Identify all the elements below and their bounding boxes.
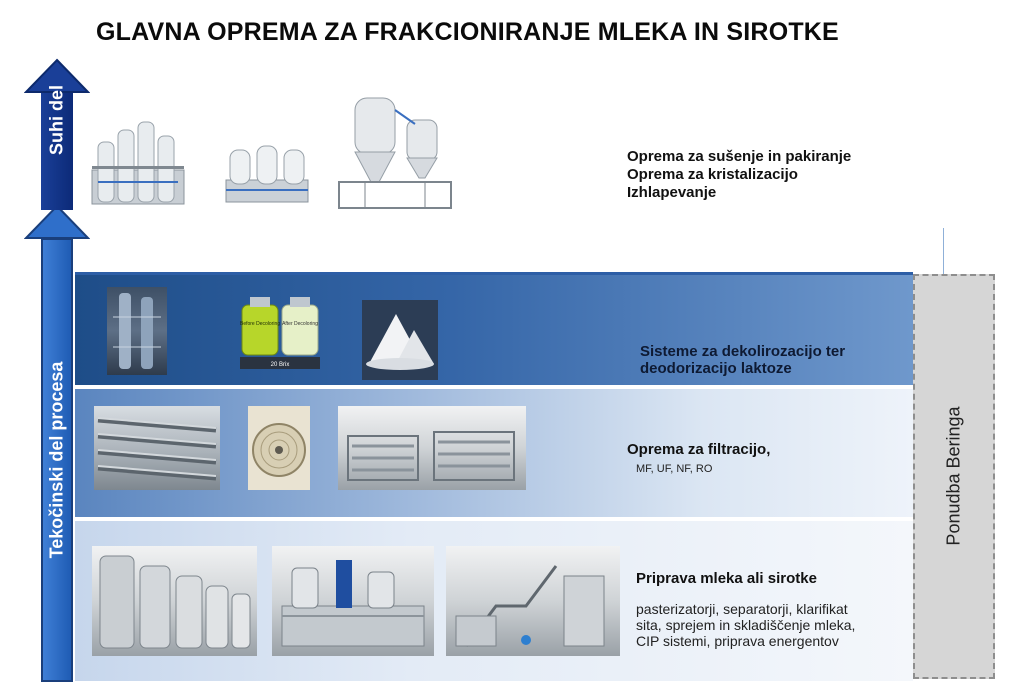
membrane-modules-image [94, 406, 220, 490]
preparation-line-2: sita, sprejem in skladiščenje mleka, [636, 617, 856, 633]
decolorization-column-image [107, 287, 167, 375]
crystallizer-image [222, 140, 312, 206]
decolorization-line-1: Sisteme za dekolirozacijo ter [640, 343, 846, 360]
decolorization-line-2: deodorizacijo laktoze [640, 360, 792, 377]
bottle-before-label: Before Decoloring [240, 321, 281, 327]
drying-equipment-text [627, 148, 851, 202]
offer-connector-line [943, 228, 944, 274]
preparation-title: Priprava mleka ali sirotke [636, 570, 817, 587]
decolorization-text [640, 343, 845, 377]
process-hall-image [446, 546, 620, 656]
dry-part-label: Suhi del [46, 84, 67, 156]
filtration-title: Oprema za filtracijo, [627, 441, 771, 458]
before-after-bottles-image [240, 295, 320, 369]
milk-tanks-image [92, 546, 257, 656]
lactose-powder-image [362, 300, 438, 380]
drying-line-3: Izhlapevanje [627, 184, 717, 201]
preparation-line-3: CIP sistemi, priprava energentov [636, 633, 839, 649]
filtration-subtitle: MF, UF, NF, RO [636, 463, 713, 475]
drying-line-2: Oprema za kristalizacijo [627, 166, 798, 183]
spiral-membrane-image [248, 406, 310, 490]
evaporator-plant-image [88, 112, 188, 210]
bottle-after-label: After Decoloring [282, 321, 318, 327]
preparation-line-1: pasterizatorji, separatorji, klarifikat [636, 601, 848, 617]
page-title: GLAVNA OPREMA ZA FRAKCIONIRANJE MLEKA IN SIROTKE [96, 18, 839, 46]
preparation-description [636, 601, 913, 649]
filtration-plant-image [338, 406, 526, 490]
spray-dryer-image [335, 90, 455, 212]
liquid-part-label: Tekočinski del procesa [46, 361, 67, 559]
offer-label: Ponudba Beringa [943, 406, 964, 546]
pasteurizer-skid-image [272, 546, 434, 656]
drying-line-1: Oprema za sušenje in pakiranje [627, 148, 852, 165]
bottle-brix-label: 20 Brix [270, 362, 290, 368]
